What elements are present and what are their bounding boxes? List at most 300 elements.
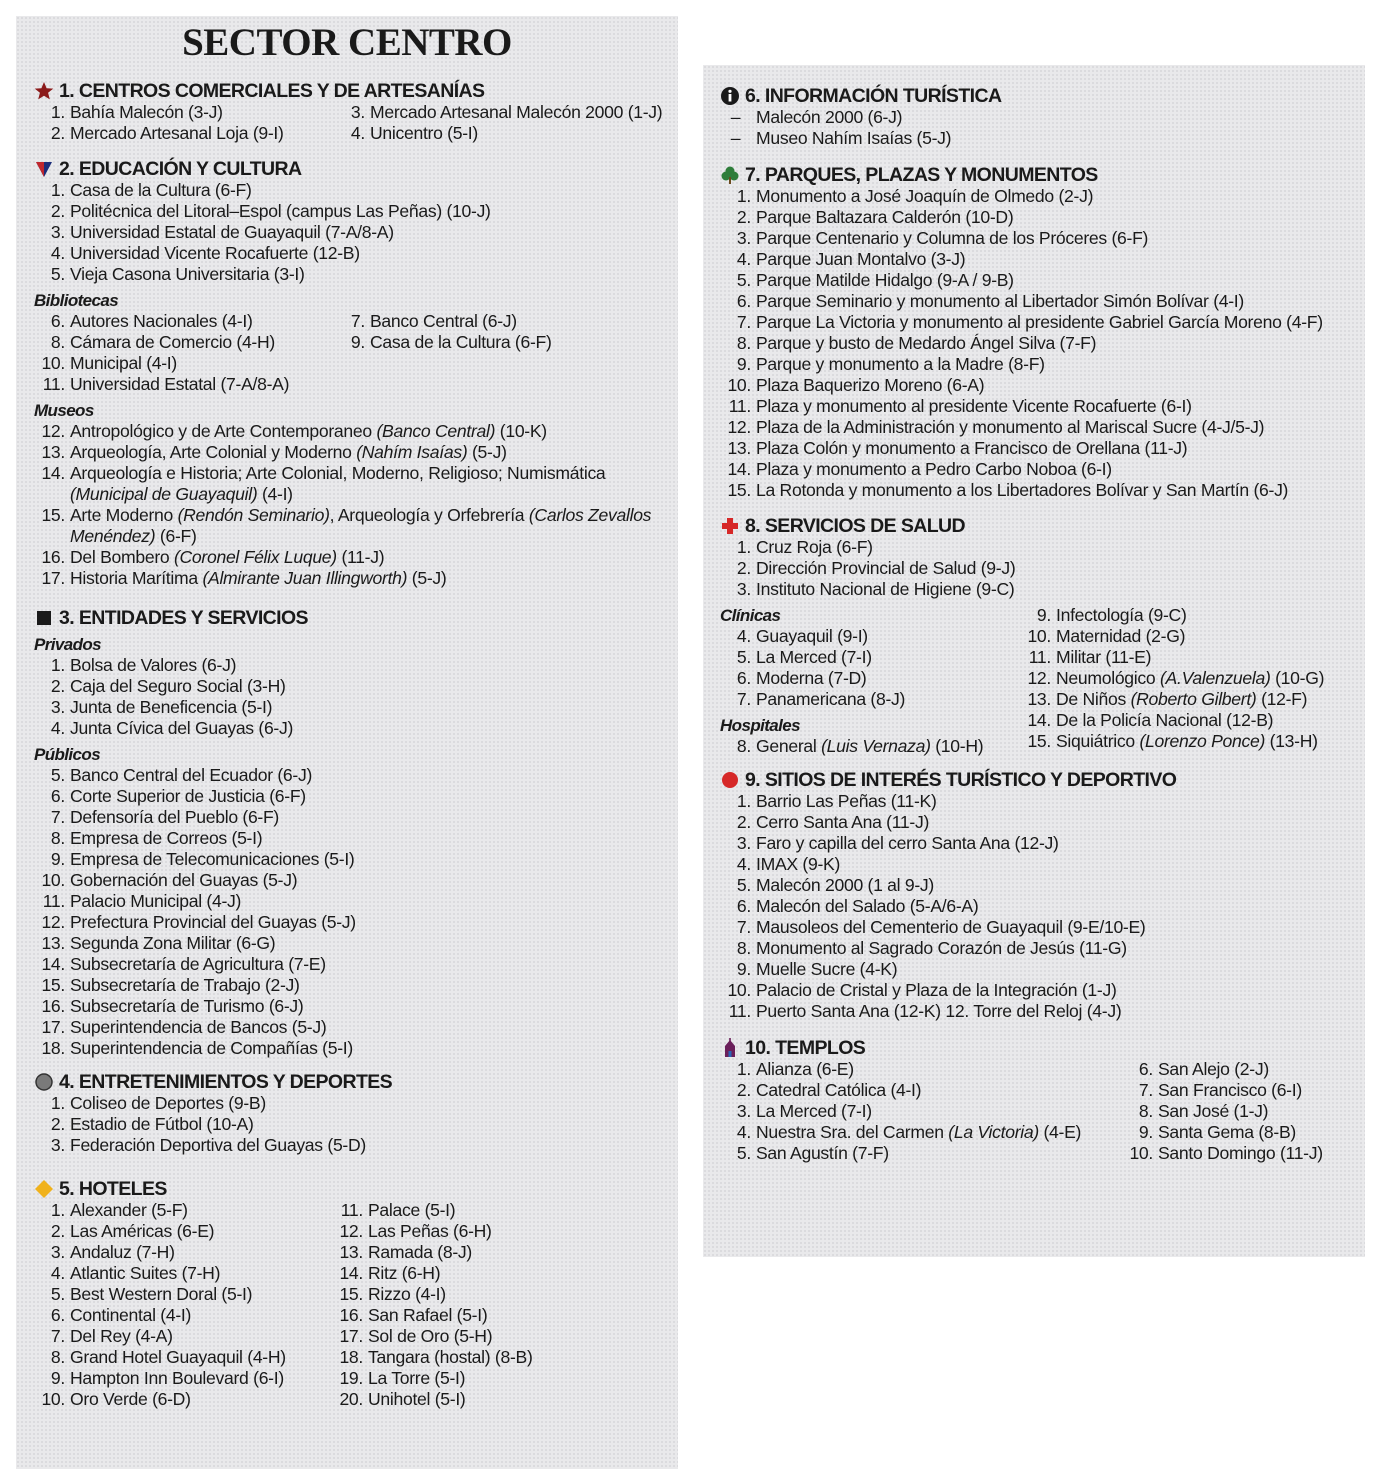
list-item: [34, 1242, 332, 1263]
item-part: (10-G): [1270, 668, 1325, 688]
list-item: [34, 102, 334, 123]
item-number: 4.: [736, 854, 751, 874]
item-number: 3.: [736, 228, 751, 248]
item-number: 13.: [339, 1242, 363, 1262]
item-text: Parque Matilde Hidalgo (9-A / 9-B): [756, 270, 1014, 290]
item-text: [70, 568, 678, 589]
list-item: [34, 765, 678, 786]
right-panel: [703, 65, 1365, 1257]
list-item: [34, 264, 678, 285]
item-text: Faro y capilla del cerro Santa Ana (12-J): [756, 833, 1059, 853]
item-text: Malecón 2000 (6-J): [756, 107, 903, 127]
item-text: Monumento a José Joaquín de Olmedo (2-J): [756, 186, 1094, 206]
section-heading: [720, 85, 1365, 107]
item-list: [34, 353, 678, 395]
item-text: [1056, 647, 1360, 668]
square-icon: [34, 608, 54, 628]
item-number: 4.: [50, 243, 65, 263]
item-part: (10-H): [930, 736, 984, 756]
subheading: Bibliotecas: [34, 291, 119, 310]
item-text: Continental (4-I): [70, 1305, 192, 1325]
list-column: [34, 102, 334, 144]
item-text: Mercado Artesanal Malecón 2000 (1-J): [370, 102, 663, 122]
list-item: [720, 438, 1365, 459]
item-text: [1056, 689, 1360, 710]
item-part: (10-K): [495, 421, 547, 441]
list-item: [34, 807, 678, 828]
item-part: Santo Domingo (11-J): [1158, 1143, 1323, 1163]
item-text: Parque La Victoria y monumento al presidente Gabriel García Moreno (4-F): [756, 312, 1323, 332]
info-icon: [720, 86, 740, 106]
item-number: –: [730, 128, 741, 148]
section-heading: [720, 769, 1365, 791]
list-item: [720, 354, 1365, 375]
item-list: [720, 186, 1365, 501]
list-item: [34, 123, 334, 144]
list-column: [34, 311, 334, 353]
list-item: [720, 186, 1365, 207]
list-item: [332, 1347, 672, 1368]
item-part: De la Policía Nacional (12-B): [1056, 710, 1274, 730]
list-item: [1020, 668, 1360, 689]
list-item: [34, 849, 678, 870]
item-number: 1.: [736, 186, 751, 206]
list-item: [720, 480, 1365, 501]
item-number: 11.: [728, 1001, 751, 1021]
item-text: Parque Baltazara Calderón (10-D): [756, 207, 1014, 227]
item-number: 7.: [736, 312, 751, 332]
list-item: [720, 228, 1365, 249]
list-item: [34, 1305, 332, 1326]
two-column-list: [34, 102, 678, 144]
right-sections: [720, 85, 1365, 1164]
list-item: [720, 291, 1365, 312]
item-number: 15.: [1027, 731, 1051, 751]
section-heading: [34, 1178, 678, 1200]
list-item: [1020, 626, 1360, 647]
item-part: Arqueología e Historia; Arte Colonial, Moderno, Religioso; Numismática: [70, 463, 606, 483]
item-text: [1158, 1122, 1362, 1143]
list-item: [720, 312, 1365, 333]
item-text: La Merced (7-I): [756, 647, 872, 667]
item-part: Militar (11-E): [1056, 647, 1152, 667]
item-part: De Niños: [1056, 689, 1131, 709]
item-part: Catedral Católica (4-I): [756, 1080, 922, 1100]
item-text: Palace (5-I): [368, 1200, 456, 1220]
list-item: [334, 332, 674, 353]
item-text: San Rafael (5-I): [368, 1305, 488, 1325]
item-list: [34, 421, 678, 589]
item-number: 12.: [727, 417, 751, 437]
list-item: [34, 975, 678, 996]
section-title: 3. ENTIDADES Y SERVICIOS: [59, 607, 308, 629]
item-part: Nuestra Sra. del Carmen: [756, 1122, 949, 1142]
item-text: [756, 1059, 1122, 1080]
list-item: [34, 870, 678, 891]
item-text: [1056, 605, 1360, 626]
section-heading: [720, 515, 1365, 537]
item-part: Arte Moderno: [70, 505, 178, 525]
item-number: 6.: [1138, 1059, 1153, 1079]
list-item: [720, 1143, 1122, 1164]
item-italic-part: (Nahím Isaías): [356, 442, 468, 462]
item-number: 2.: [50, 201, 65, 221]
item-text: Parque y monumento a la Madre (8-F): [756, 354, 1045, 374]
item-number: 17.: [41, 1017, 65, 1037]
item-number: 1.: [50, 1200, 65, 1220]
list-item: [34, 1326, 332, 1347]
item-text: Rizzo (4-I): [368, 1284, 446, 1304]
list-column: [334, 311, 674, 353]
two-column-list: [34, 1200, 678, 1410]
item-number: 6.: [736, 291, 751, 311]
item-number: 1.: [736, 791, 751, 811]
item-text: Bolsa de Valores (6-J): [70, 655, 237, 675]
item-text: Unicentro (5-I): [370, 123, 478, 143]
item-number: 2.: [736, 558, 751, 578]
item-number: 1.: [50, 1093, 65, 1113]
item-part: Neumológico: [1056, 668, 1160, 688]
section-title: 2. EDUCACIÓN Y CULTURA: [59, 158, 302, 180]
list-column: [332, 1200, 672, 1410]
list-item: [720, 917, 1365, 938]
list-item: [34, 1093, 678, 1114]
section-title: 5. HOTELES: [59, 1178, 167, 1200]
item-number: 5.: [736, 1143, 751, 1163]
item-text: Empresa de Telecomunicaciones (5-I): [70, 849, 355, 869]
item-text: Unihotel (5-I): [368, 1389, 466, 1409]
item-number: 8.: [1138, 1101, 1153, 1121]
list-item: [720, 417, 1365, 438]
list-item: [720, 270, 1365, 291]
list-item: [1122, 1059, 1362, 1080]
item-part: (11-J): [336, 547, 385, 567]
item-number: 11.: [728, 396, 751, 416]
item-number: 15.: [41, 975, 65, 995]
item-text: Las Peñas (6-H): [368, 1221, 492, 1241]
legend-section: [34, 607, 678, 1059]
item-part: General: [756, 736, 822, 756]
item-number: 14.: [41, 954, 65, 974]
item-text: [756, 1122, 1122, 1143]
item-number: 5.: [50, 1284, 65, 1304]
item-text: Gobernación del Guayas (5-J): [70, 870, 298, 890]
section-heading: [34, 607, 678, 629]
item-number: 8.: [50, 1347, 65, 1367]
item-text: Andaluz (7-H): [70, 1242, 175, 1262]
item-text: Casa de la Cultura (6-F): [70, 180, 252, 200]
item-text: Muelle Sucre (4-K): [756, 959, 898, 979]
item-number: 16.: [339, 1305, 363, 1325]
list-item: [334, 123, 678, 144]
list-item: [720, 875, 1365, 896]
legend-section: [720, 85, 1365, 149]
list-item: [34, 505, 678, 547]
item-number: –: [730, 107, 741, 127]
item-part: Siquiátrico: [1056, 731, 1140, 751]
list-item: [332, 1263, 672, 1284]
item-part: (4-E): [1038, 1122, 1082, 1142]
item-list: [34, 655, 678, 739]
left-panel: [16, 16, 678, 1469]
item-number: 4.: [350, 123, 365, 143]
item-text: Banco Central (6-J): [370, 311, 517, 331]
item-text: Junta Cívica del Guayas (6-J): [70, 718, 294, 738]
list-item: [34, 655, 678, 676]
item-text: [70, 547, 678, 568]
item-number: 1.: [50, 655, 65, 675]
item-number: 10.: [1129, 1143, 1153, 1163]
item-number: 6.: [50, 1305, 65, 1325]
left-sections: [34, 80, 678, 1410]
section-heading: [34, 158, 678, 180]
list-item: [34, 180, 678, 201]
item-number: 9.: [50, 1368, 65, 1388]
list-item: [334, 102, 678, 123]
list-item: [332, 1389, 672, 1410]
list-item: [34, 547, 678, 568]
item-number: 8.: [50, 828, 65, 848]
section-title: 9. SITIOS DE INTERÉS TURÍSTICO Y DEPORTIVO: [745, 769, 1177, 791]
item-italic-part: (Luis Vernaza): [821, 736, 931, 756]
item-part: San Agustín (7-F): [756, 1143, 889, 1163]
legend-section: [720, 164, 1365, 501]
list-item: [34, 421, 678, 442]
item-text: Superintendencia de Compañías (5-I): [70, 1038, 353, 1058]
item-text: Moderna (7-D): [756, 668, 867, 688]
item-number: 12.: [1027, 668, 1051, 688]
list-item: [720, 959, 1365, 980]
item-number: 6.: [736, 896, 751, 916]
list-item: [34, 828, 678, 849]
list-item: [34, 933, 678, 954]
item-number: 18.: [339, 1347, 363, 1367]
list-item: [720, 107, 1365, 128]
list-item: [34, 1284, 332, 1305]
item-text: Hampton Inn Boulevard (6-I): [70, 1368, 284, 1388]
legend-section: [34, 158, 678, 589]
item-text: Corte Superior de Justicia (6-F): [70, 786, 306, 806]
item-text: Bahía Malecón (3-J): [70, 102, 223, 122]
item-text: Subsecretaría de Trabajo (2-J): [70, 975, 300, 995]
item-text: Parque Juan Montalvo (3-J): [756, 249, 966, 269]
item-text: Segunda Zona Militar (6-G): [70, 933, 276, 953]
list-item: [34, 697, 678, 718]
item-list: [34, 180, 678, 285]
item-italic-part: (Rendón Seminario): [177, 505, 330, 525]
item-number: 12.: [41, 421, 65, 441]
list-item: [1122, 1101, 1362, 1122]
item-text: Oro Verde (6-D): [70, 1389, 191, 1409]
item-part: Maternidad (2-G): [1056, 626, 1186, 646]
list-item: [34, 1368, 332, 1389]
item-number: 3.: [50, 697, 65, 717]
item-number: 15.: [339, 1284, 363, 1304]
item-text: [756, 736, 1020, 757]
list-item: [720, 938, 1365, 959]
item-number: 4.: [736, 249, 751, 269]
item-text: Dirección Provincial de Salud (9-J): [756, 558, 1016, 578]
item-number: 9.: [736, 354, 751, 374]
item-text: Monumento al Sagrado Corazón de Jesús (11-G): [756, 938, 1127, 958]
item-number: 4.: [736, 626, 751, 646]
item-number: 1.: [50, 102, 65, 122]
item-number: 10.: [41, 353, 65, 373]
item-part: (13-H): [1265, 731, 1318, 751]
item-number: 7.: [50, 1326, 65, 1346]
item-number: 10.: [727, 375, 751, 395]
section-title: 4. ENTRETENIMIENTOS Y DEPORTES: [59, 1071, 393, 1093]
item-number: 14.: [339, 1263, 363, 1283]
item-italic-part: (Almirante Juan Illingworth): [202, 568, 408, 588]
section-title: 1. CENTROS COMERCIALES Y DE ARTESANÍAS: [59, 80, 485, 102]
item-number: 6.: [50, 311, 65, 331]
item-number: 16.: [41, 996, 65, 1016]
item-number: 15.: [727, 480, 751, 500]
item-list: [720, 791, 1365, 1022]
item-number: 3.: [50, 222, 65, 242]
subheading: Privados: [34, 635, 102, 654]
item-text: [70, 442, 678, 463]
list-item: [720, 896, 1365, 917]
item-number: 10.: [727, 980, 751, 1000]
list-column: [34, 1200, 332, 1410]
list-item: [34, 1017, 678, 1038]
legend-section: [720, 769, 1365, 1022]
list-item: [332, 1305, 672, 1326]
list-item: [720, 812, 1365, 833]
list-item: [332, 1242, 672, 1263]
list-item: [1122, 1122, 1362, 1143]
list-item: [34, 463, 678, 505]
item-number: 4.: [736, 1122, 751, 1142]
item-number: 7.: [350, 311, 365, 331]
item-number: 12.: [339, 1221, 363, 1241]
item-number: 13.: [727, 438, 751, 458]
list-column: [334, 102, 678, 144]
list-item: [34, 353, 678, 374]
list-item: [34, 1135, 678, 1156]
item-text: [70, 421, 678, 442]
cross-icon: [720, 516, 740, 536]
list-item: [332, 1326, 672, 1347]
item-text: Guayaquil (9-I): [756, 626, 868, 646]
item-text: Mausoleos del Cementerio de Guayaquil (9-E/10-E): [756, 917, 1146, 937]
dot-icon: [720, 770, 740, 790]
item-text: Tangara (hostal) (8-B): [368, 1347, 533, 1367]
item-text: Malecón del Salado (5-A/6-A): [756, 896, 979, 916]
section-heading: [720, 1037, 1365, 1059]
item-part: (6-F): [155, 526, 197, 546]
list-item: [34, 442, 678, 463]
item-number: 14.: [41, 463, 65, 483]
list-item: [720, 1101, 1122, 1122]
tree-icon: [720, 165, 740, 185]
item-number: 1.: [50, 180, 65, 200]
item-number: 8.: [736, 736, 751, 756]
item-part: Santa Gema (8-B): [1158, 1122, 1296, 1142]
item-list: [720, 736, 1020, 757]
legend-section: [34, 80, 678, 144]
list-column: [1122, 1059, 1362, 1164]
item-text: Empresa de Correos (5-I): [70, 828, 263, 848]
list-item: [34, 374, 678, 395]
item-text: Vieja Casona Universitaria (3-I): [70, 264, 305, 284]
item-number: 9.: [736, 959, 751, 979]
item-italic-part: (La Victoria): [948, 1122, 1039, 1142]
item-number: 3.: [50, 1135, 65, 1155]
list-item: [34, 676, 678, 697]
list-item: [720, 626, 1020, 647]
church-icon: [720, 1038, 740, 1058]
list-item: [720, 668, 1020, 689]
item-number: 2.: [50, 123, 65, 143]
item-text: Universidad Vicente Rocafuerte (12-B): [70, 243, 360, 263]
item-text: La Torre (5-I): [368, 1368, 466, 1388]
item-italic-part: (Carlos Zevallos Menéndez): [70, 505, 652, 546]
list-item: [34, 954, 678, 975]
item-number: 14.: [727, 459, 751, 479]
item-text: [756, 1143, 1122, 1164]
item-italic-part: (Roberto Gilbert): [1130, 689, 1257, 709]
item-text: Barrio Las Peñas (11-K): [756, 791, 937, 811]
item-number: 5.: [736, 875, 751, 895]
item-text: Del Rey (4-A): [70, 1326, 173, 1346]
item-number: 2.: [736, 207, 751, 227]
list-item: [720, 558, 1365, 579]
item-number: 13.: [41, 933, 65, 953]
item-text: Sol de Oro (5-H): [368, 1326, 493, 1346]
section-heading: [34, 1071, 678, 1093]
item-number: 11.: [42, 891, 65, 911]
list-item: [1122, 1143, 1362, 1164]
item-text: Parque Centenario y Columna de los Próceres (6-F): [756, 228, 1149, 248]
item-number: 7.: [1138, 1080, 1153, 1100]
item-text: Panamericana (8-J): [756, 689, 906, 709]
list-item: [34, 786, 678, 807]
item-number: 6.: [736, 668, 751, 688]
item-text: Autores Nacionales (4-I): [70, 311, 253, 331]
page-title: SECTOR CENTRO: [182, 21, 512, 64]
subheading: Museos: [34, 401, 94, 420]
list-item: [720, 791, 1365, 812]
item-number: 17.: [41, 568, 65, 588]
item-number: 20.: [339, 1389, 363, 1409]
item-number: 7.: [736, 917, 751, 937]
list-item: [720, 1059, 1122, 1080]
section-title: 7. PARQUES, PLAZAS Y MONUMENTOS: [745, 164, 1098, 186]
item-number: 8.: [736, 333, 751, 353]
item-number: 12.: [41, 912, 65, 932]
item-number: 11.: [340, 1200, 363, 1220]
item-number: 18.: [41, 1038, 65, 1058]
list-item: [34, 891, 678, 912]
item-text: Federación Deportiva del Guayas (5-D): [70, 1135, 366, 1155]
list-item: [1020, 710, 1360, 731]
section-title: 10. TEMPLOS: [745, 1037, 866, 1059]
item-part: Arqueología, Arte Colonial y Moderno: [70, 442, 357, 462]
item-number: 1.: [736, 1059, 751, 1079]
item-text: Atlantic Suites (7-H): [70, 1263, 221, 1283]
list-item: [720, 249, 1365, 270]
list-item: [1020, 647, 1360, 668]
list-item: [720, 128, 1365, 149]
subheading: Hospitales: [720, 716, 800, 735]
item-text: [70, 463, 678, 505]
two-column-list: [34, 311, 678, 353]
item-part: Alianza (6-E): [756, 1059, 854, 1079]
section-title: 6. INFORMACIÓN TURÍSTICA: [745, 85, 1002, 107]
